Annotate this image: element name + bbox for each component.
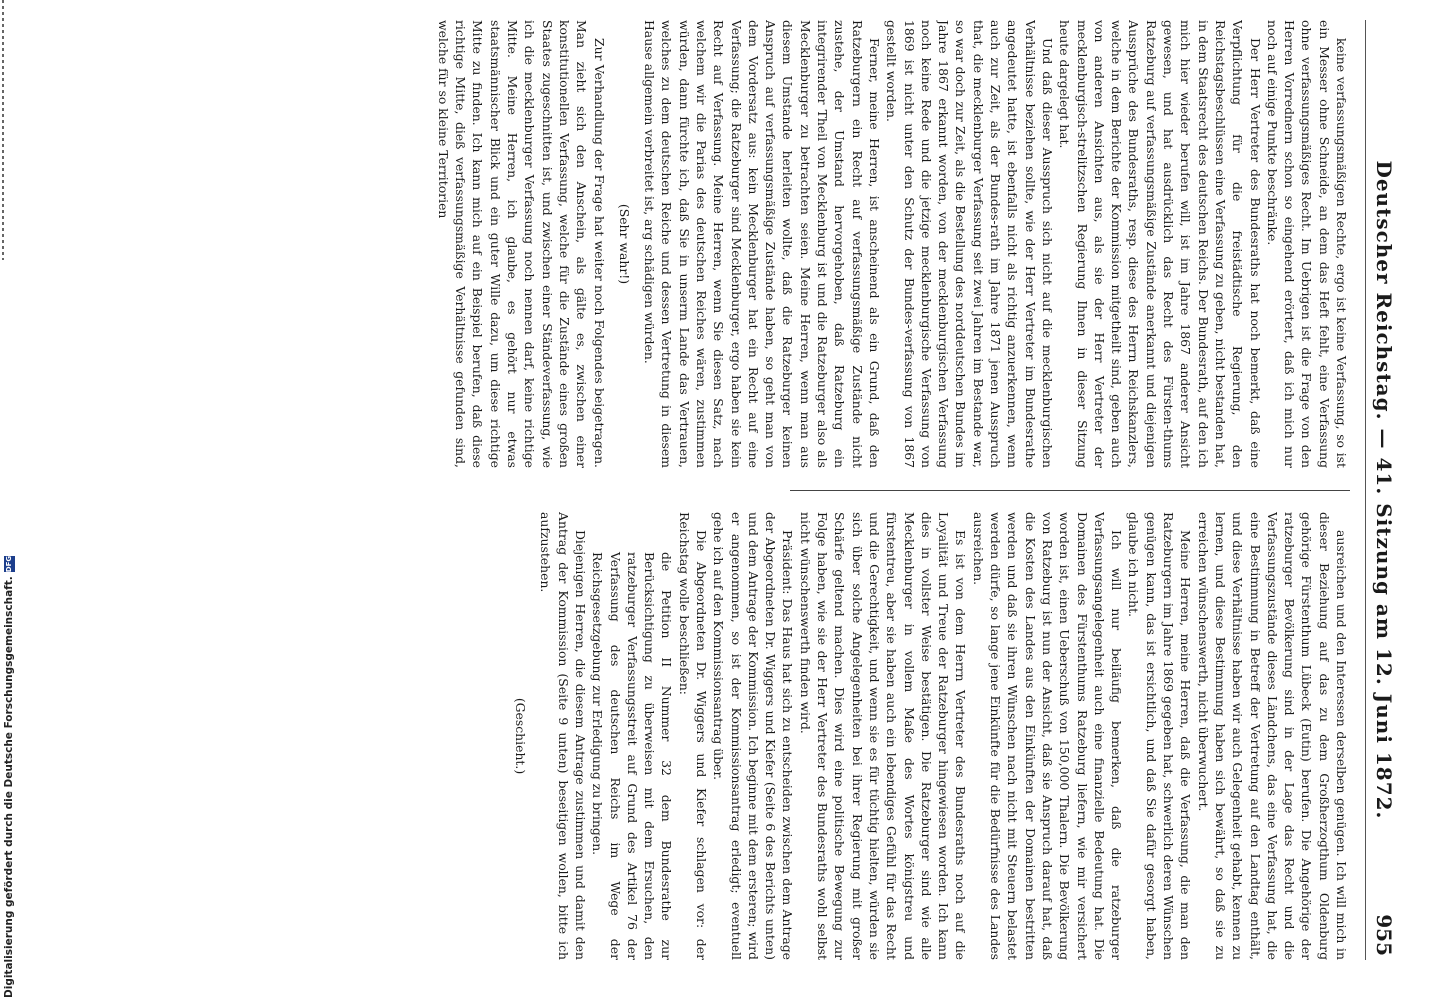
- footer-rule: [2, 0, 4, 260]
- paragraph: Zur Verhandlung der Frage hat weiter noch Folgendes beigetragen. Man zieht sich den Anschein, als gälte es, zwischen einer konstitutionellen Verfassung, welche für die Zustände eines großen Staates zugeschnitten ist, und zwischen einer Ständeverfassung, wie ich die mecklenburger Verfassung noch nennen darf, keine richtige Mitte. Meine Herren, ich glaube, es gehört nur etwas staatsmännischer Blick und ein guter Wille dazu, um diese richtige Mitte zu finden. Ich kann mich auf ein Beispiel berufen, daß diese richtige Mitte, dieß verfassungsmäßige Verhältnisse gefunden sind, welche für so kleine Territorien: [435, 20, 607, 468]
- right-column: [30, 512, 1350, 960]
- left-column: [30, 20, 1350, 468]
- paragraph: Es ist von dem Herrn Vertreter des Bundesraths noch auf die Loyalität und Treue der Ratzeburger hingewiesen worden. Ich kann dies in vollster Weise bestätigen. Die Ratzeburger sind wie alle Mecklenburger in vollem Maße des Wortes königstreu und fürstentreu, aber sie haben auch ein lebendiges Gefühl für das Recht und die Gerechtigkeit, und wenn sie es für tüchtig hielten, würden sie sich über solche Angelegenheiten bei ihrer Regierung mit großer Schärfe geltend machen. Dies wird eine politische Bewegung zur Folge haben, wie sie der Herr Vertreter des Bundesraths wohl selbst nicht wünschenswerth finden wird.: [797, 512, 969, 960]
- president-statement: Präsident: Das Haus hat sich zu entscheiden zwischen dem Antrage der Abgeordneten Dr. Wiggers und Kiefer (Seite 6 des Berichts unten) und dem Antrage der Kommission. Ich beginne mit dem ersteren; wird er angenommen, so ist der Kommissionsantrag erledigt; eventuell gehe ich auf den Kommissionsantrag über.: [711, 512, 796, 960]
- column-divider: [790, 490, 1350, 491]
- motion-text: die Petition II Nummer 32 dem Bundesrathe zur Berücksichtigung zu überweisen mit dem Ersuchen, den ratzeburger Verfassungsstreit auf Grund des Artikel 76 der Verfassung des deutschen Reichs im Wege der Reichsgesetzgebung zur Erledigung zu bringen.: [590, 552, 675, 960]
- digitization-caption: [2, 555, 16, 998]
- interjection: (Sehr wahr!): [616, 203, 632, 285]
- paragraph: Der Herr Vertreter des Bundesraths hat noch bemerkt, daß eine Verpflichtung für die freistädtische Regierung, den Reichstagsbeschlüssen eine Verfassung zu geben, nicht bestanden hat, in dem Staatsrecht des deutschen Reichs. Der Bundesrath, auf den ich mich hier wieder berufen will, ist im Jahre 1867 anderer Ansicht gewesen, und hat ausdrücklich das Recht des Fürsten-thums Ratzeburg auf verfassungsmäßige Zustände anerkannt und diejenigen Aussprüche des Bundesraths, resp. diese des Herrn Reichskanzlers, welche in dem Berichte der Kommission mitgetheilt sind, geben auch von anderen Ansichten aus, als sie der Herr Vertreter der mecklenburgisch-strelitzschen Regierung Ihnen in dieser Sitzung heute dargelegt hat.: [1057, 20, 1263, 468]
- paragraph: ausreichen und den Interessen derselben genügen. Ich will mich in dieser Beziehung auf das zu dem Großherzogthum Oldenburg gehörige Fürstenthum Lübeck (Eutin) berufen. Die Angehörige der ratzeburger Bevölkerung sind in der Lage das Recht und die Verfassungszustände dieses Ländchens, das eine Verfassung hat, die eine Bestimmung in Betreff der Vertretung auf den Landtag enthält, und diese Verhältnisse haben wir auch Gelegenheit gehabt, kennen zu lernen, und diese Bestimmung haben sich bewährt, so daß sie zu erreichen wünschenswerth, nicht überwuchert.: [1195, 512, 1349, 960]
- header-title: Deutscher Reichstag. — 41. Sitzung am 12. Juni 1872.: [1372, 160, 1396, 820]
- interjection: (Geschieht.): [513, 697, 529, 775]
- paragraph: Meine Herren, meine Herren, daß die Verfassung, die man den Ratzeburgern im Jahre 1869 gegeben hat, schwerlich deren Wünschen genügen kann, das ist ersichtlich, und daß Sie dafür gesorgt haben, glaube ich nicht.: [1126, 512, 1194, 960]
- paragraph: Diejenigen Herren, die diesem Antrage zustimmen und damit den Antrag der Kommission (Seite 9 unten) beseitigen wollen, bitte ich aufzustehen.: [538, 512, 588, 960]
- paragraph: Ich will nur beiläufig bemerken, daß die ratzeburger Verfassungsangelegenheit auch eine finanzielle Bedeutung hat. Die Domainen des Fürstenthums Ratzeburg liefern, wie mir versichert worden ist, einen Ueberschuß von 150,000 Thalern. Die Bevölkerung von Ratzeburg ist nun der Ansicht, daß sie Anspruch darauf hat, daß die Kosten des Landes aus den Einkünften der Domainen bestritten werden und daß sie ihren Wünschen nach nicht mit Steuern belastet werden dürfe, so lange jene Einkünfte für die Bedürfnisse des Landes ausreichen.: [970, 512, 1125, 960]
- paragraph: Und daß dieser Ausspruch sich nicht auf die mecklenburgischen Verhältnisse beziehen sollte, wie der Herr Vertreter im Bundesrathe angedeutet hatte, ist ebenfalls nicht als richtig anzuerkennen, wenn auch zur Zeit, als der Bundes-rath im Jahre 1871 jenen Ausspruch that, die mecklenburger Verfassung seit zwei Jahren im Bestande war, so war doch zur Zeit, als die Bestellung des norddeutschen Bundes im Jahre 1867 erkannt worden, von der mecklenburgischen Verfassung noch keine Rede und die jetzige mecklenburgische Verfassung von 1869 ist nicht unter den Schutz der Bundes-verfassung von 1867 gestellt worden.: [884, 20, 1055, 468]
- digitization-text: Digitalisierung gefördert durch die Deutsche Forschungsgemeinschaft.: [3, 576, 15, 998]
- paragraph: Ferner, meine Herren, ist anscheinend als ein Grund, daß den Ratzeburgern ein Recht auf verfassungsmäßige Zustände nicht zustehe, der Umstand hervorgehoben, daß Ratzeburg ein integrirender Theil von Mecklenburg ist und die Ratzeburger also als Mecklenburger zu betrachten seien. Meine Herren, wenn man aus diesem Umstande herleiten wollte, daß die Ratzeburger keinen Anspruch auf verfassungsmäßige Zustände haben, so geht man von dem Vordersatz aus: kein Mecklenburger hat ein Recht auf eine Verfassung; die Ratzeburger sind Mecklenburger, ergo haben sie kein Recht auf Verfassung. Meine Herren, wenn Sie diesen Satz, nach welchem wir die Parias des deutschen Reiches wären, zustimmen würden, dann fürchte ich, daß Sie in unserm Lande das Vertrauen, welches zu dem deutschen Reiche und dessen Vertretung in diesem Hause allgemein verbreitet ist, arg schädigen würden.: [642, 20, 882, 468]
- paragraph: keine verfassungsmäßigen Rechte, ergo ist keine Verfassung, so ist ein Messer ohne Schneide, an dem das Heft fehlt, eine Verfassung ohne verfassungsmäßiges Recht. Im Uebrigen ist die Frage von den Herren Vorrednern schon so eingehend erörtert, daß ich mich nur noch auf einige Punkte beschränke.: [1264, 20, 1349, 468]
- dfg-logo: DFG: [4, 555, 13, 573]
- page-number: 955: [1372, 914, 1396, 956]
- paragraph: Die Abgeordneten Dr. Wiggers und Kiefer schlagen vor: der Reichstag wolle beschließen:: [676, 512, 710, 960]
- page-header: [1365, 20, 1402, 960]
